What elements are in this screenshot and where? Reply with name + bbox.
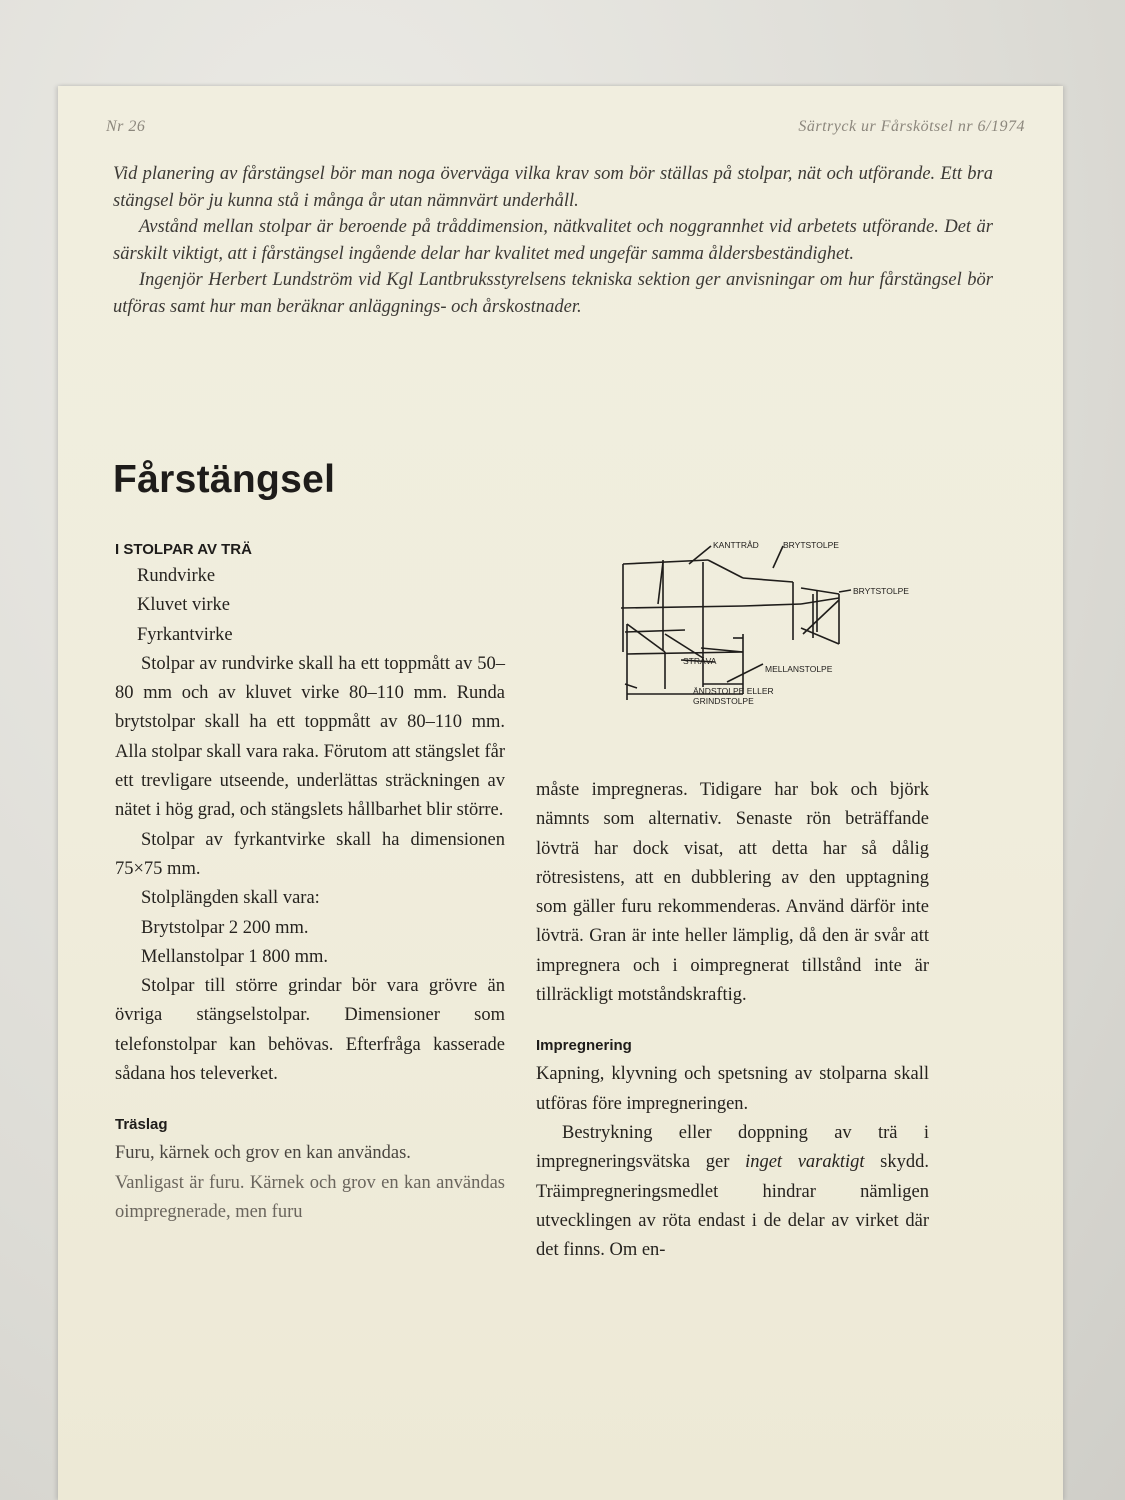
label-kanttrad: KANTTRÅD bbox=[713, 540, 759, 550]
paragraph: Stolpar av fyrkantvirke skall ha dimensionen 75×75 mm. bbox=[115, 829, 505, 879]
intro-paragraph: Avstånd mellan stolpar är beroende på tråddimension, nätkvalitet och noggrannhet vid arbetets utförande. Det är särskilt viktigt, att i fårstängsel ingående delar har kvalitet med ungefär samma åldersbeständighet. bbox=[113, 217, 993, 264]
list-item: Rundvirke bbox=[137, 566, 216, 586]
label-mellanstolpe: MELLANSTOLPE bbox=[765, 664, 833, 674]
paragraph bbox=[536, 1119, 929, 1265]
label-brytstolpe-right: BRYTSTOLPE bbox=[853, 586, 909, 596]
left-column bbox=[115, 538, 505, 1227]
intro-text bbox=[113, 161, 993, 320]
list-item: Kluvet virke bbox=[137, 595, 230, 616]
paragraph: Stolplängden skall vara: bbox=[141, 888, 320, 909]
issue-number: Nr 26 bbox=[106, 118, 146, 135]
intro-paragraph: Vid planering av fårstängsel bör man noga överväga vilka krav som bör ställas på stolpar, nät och utförande. Ett bra stängsel bör ju kunna stå i många år utan nämnvärt underhåll. bbox=[113, 164, 993, 211]
article-title: Fårstängsel bbox=[113, 458, 336, 501]
list-item: Fyrkantvirke bbox=[137, 624, 233, 645]
paragraph-line: Furu, kärnek och grov en kan användas. bbox=[115, 1143, 411, 1164]
paragraph-text: Bestrykning eller doppning av trä i impregneringsvätska ger bbox=[536, 1122, 929, 1173]
section-heading: I STOLPAR AV TRÄ bbox=[115, 541, 252, 558]
paragraph: Stolpar till större grindar bör vara grövre än övriga stängselstolpar. Dimensioner som telefonstolpar kan behövas. Efterfråga kasserade sådana hos televerket. bbox=[115, 976, 505, 1085]
document-page bbox=[58, 86, 1063, 1500]
paragraph: Vanligast är furu. Kärnek och grov en kan användas oimpregnerade, men furu bbox=[115, 1172, 505, 1222]
source-note: Särtryck ur Fårskötsel nr 6/1974 bbox=[798, 118, 1025, 135]
label-strava: STRÄVA bbox=[683, 656, 717, 666]
paragraph: Mellanstolpar 1 800 mm. bbox=[141, 946, 329, 967]
right-column bbox=[536, 776, 929, 1265]
paragraph: Stolpar av rundvirke skall ha ett toppmått av 50–80 mm och av kluvet virke 80–110 mm. Runda brytstolpar skall ha ett toppmått av 80–110 mm. Alla stolpar skall vara raka. Förutom att stängslet får ett trevligare utseende, underlättas sträckningen av nätet i hög grad, och stängslets hållbarhet blir större. bbox=[115, 653, 505, 821]
fence-diagram bbox=[603, 534, 943, 726]
label-andstolpe-line1: ÄNDSTOLPE ELLER bbox=[693, 686, 774, 696]
subheading-impregnering: Impregnering bbox=[536, 1037, 632, 1055]
paragraph-text: skydd. Träimpregneringsmedlet hindrar nämligen utvecklingen av röta endast i de delar av virket där det finns. Om en- bbox=[536, 1152, 929, 1261]
emphasis-text: inget varaktigt bbox=[745, 1152, 865, 1173]
intro-paragraph: Ingenjör Herbert Lundström vid Kgl Lantbruksstyrelsens tekniska sektion ger anvisningar om hur fårstängsel bör utföras samt hur man beräknar anläggnings- och årskostnader. bbox=[113, 270, 993, 317]
fence-drawing bbox=[621, 546, 851, 700]
paragraph: Brytstolpar 2 200 mm. bbox=[141, 917, 309, 938]
paragraph: Kapning, klyvning och spetsning av stolparna skall utföras före impregneringen. bbox=[536, 1064, 929, 1114]
label-brytstolpe-top: BRYTSTOLPE bbox=[783, 540, 839, 550]
label-andstolpe-line2: GRINDSTOLPE bbox=[693, 696, 754, 706]
subheading-traslag: Träslag bbox=[115, 1116, 168, 1134]
paragraph: måste impregneras. Tidigare har bok och björk nämnts som alternativ. Senaste rön beträffande lövträ har dock visat, att detta har så dålig rötresistens, att en dubblering av den upptagning som gäller furu rekommenderas. Använd därför inte lövträ. Gran är inte heller lämplig, då den är svår att impregnera och i oimpregnerat tillstånd inte är tillräckligt motståndskraftig. bbox=[536, 780, 929, 1006]
